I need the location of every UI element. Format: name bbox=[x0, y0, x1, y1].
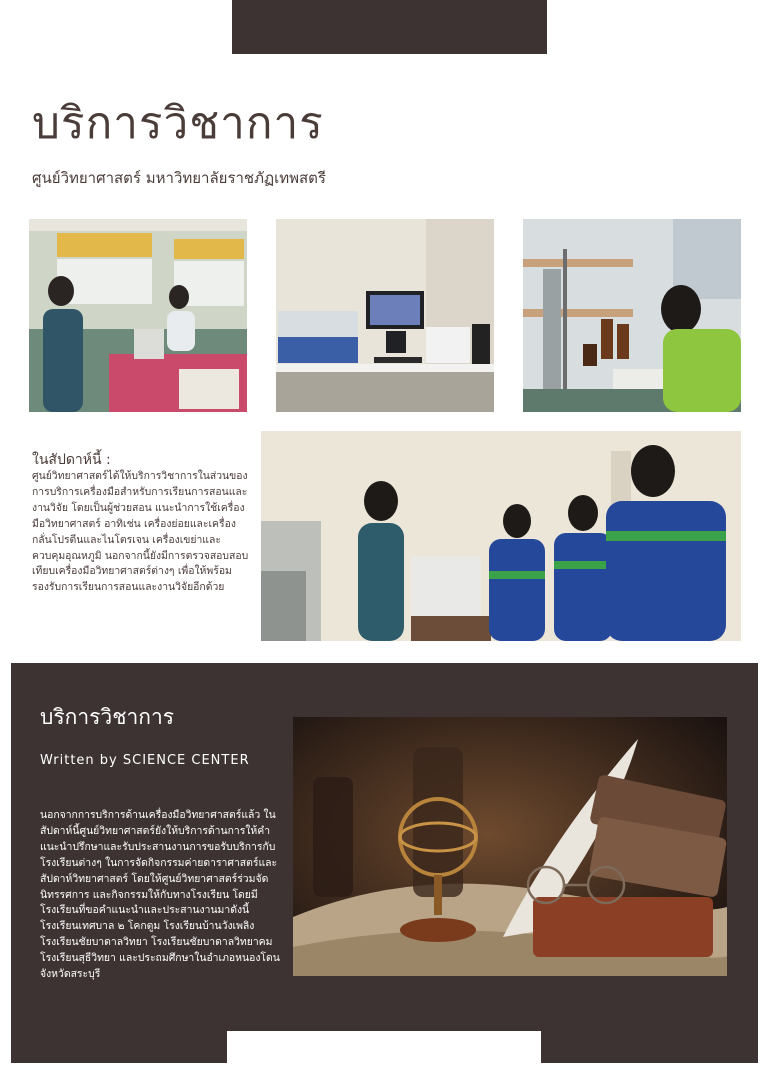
photo-spectrometer bbox=[276, 219, 494, 412]
article-title: บริการวิชาการ bbox=[40, 705, 175, 729]
page-title: บริการวิชาการ bbox=[32, 98, 324, 149]
photo-books-quill bbox=[293, 717, 727, 976]
article-author: Written by SCIENCE CENTER bbox=[40, 753, 250, 768]
photo-group-students bbox=[261, 431, 741, 641]
photo-student-lab bbox=[523, 219, 741, 412]
page-subtitle: ศูนย์วิทยาศาสตร์ มหาวิทยาลัยราชภัฏเทพสตรี bbox=[32, 169, 326, 187]
top-decor-bar bbox=[232, 0, 547, 54]
weekly-body: ศูนย์วิทยาศาสตร์ได้ให้บริการวิชาการในส่วนของการบริการเครื่องมือสำหรับการเรียนการสอนและงานวิจัย โดยเป็นผู้ช่วยสอน แนะนำการใช้เครื่องมือวิทยาศาสตร์ อาทิเช่น เครื่องย่อยและเครื่องกลั่นโปรตีนและไนโตรเจน เครื่องเขย่าและควบคุมอุณหภูมิ นอกจากนี้ยังมีการตรวจสอบสอบเทียบเครื่องมือวิทยาศาสตร์ต่างๆ เพื่อให้พร้อมรองรับการเรียนการสอนและงานวิจัยอีกด้วย bbox=[32, 470, 249, 594]
weekly-heading: ในสัปดาห์นี้ : bbox=[32, 452, 111, 468]
bottom-decor-tab bbox=[227, 1031, 541, 1063]
article-body: นอกจากการบริการด้านเครื่องมือวิทยาศาสตร์แล้ว ในสัปดาห์นี้ศูนย์วิทยาศาสตร์ยังให้บริการด้านการให้คำแนะนำปรึกษาและรับประสานงานการขอรับบริการกับโรงเรียนต่างๆ ในการจัดกิจกรรมค่ายดาราศาสตร์และสัปดาห์วิทยาศาสตร์ โดยให้ศูนย์วิทยาศาสตร์ร่วมจัดนิทรรศการ และกิจกรรมให้กับทางโรงเรียน โดยมีโรงเรียนที่ขอคำแนะนำและประสานงานมาดังนี้ โรงเรียนเทศบาล ๒ โคกตูม โรงเรียนบ้านวังเพลิง โรงเรียนชัยบาดาลวิทยา โรงเรียนชัยบาดาลวิทยาคม โรงเรียนสุธีวิทยา และประถมศึกษาในอำเภอหนองโดน จังหวัดสระบุรี bbox=[40, 809, 280, 981]
photo-lab-staff bbox=[29, 219, 247, 412]
